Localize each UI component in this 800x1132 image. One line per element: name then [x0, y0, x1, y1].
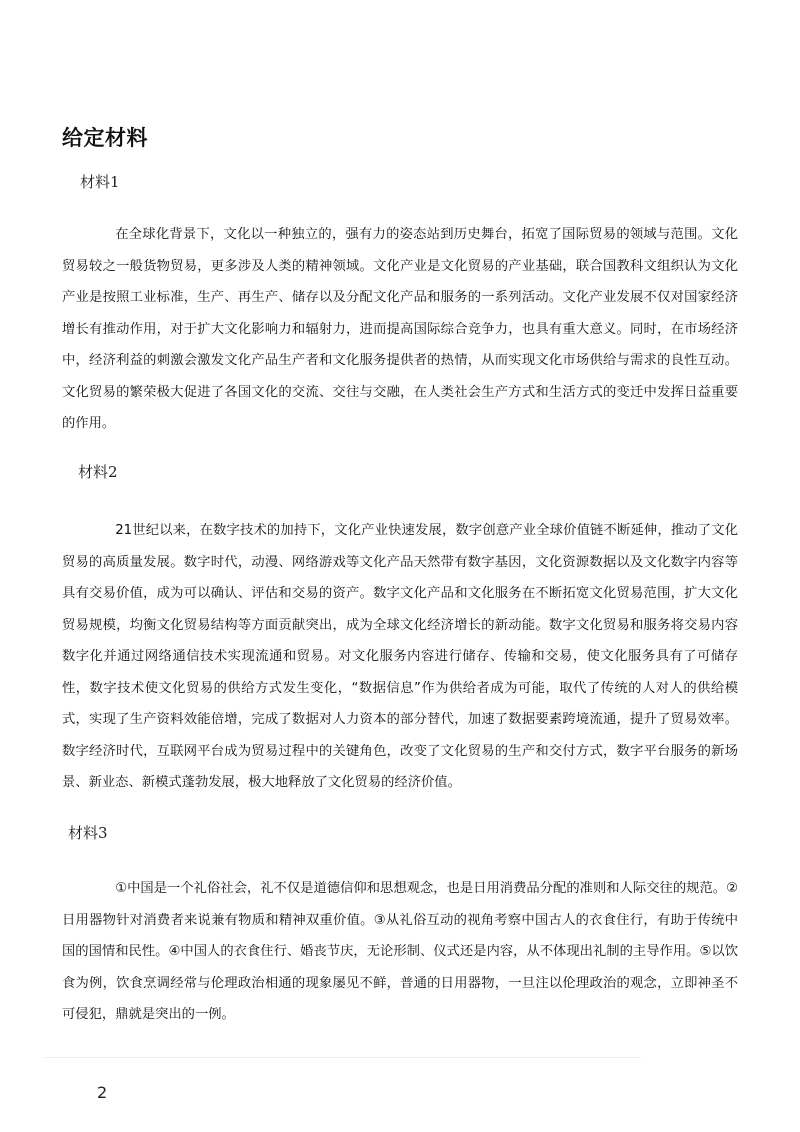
- page-title: 给定材料: [62, 126, 148, 150]
- footer-divider: [45, 1057, 641, 1058]
- material-1-heading: 材料1: [80, 173, 120, 191]
- material-2-body: 21世纪以来，在数字技术的加持下，文化产业快速发展，数字创意产业全球价值链不断延伸，推动了文化贸易的高质量发展。数字时代，动漫、网络游戏等文化产品天然带有数字基因，文化资源数据以及文化数字内容等具有交易价值，成为可以确认、评估和交易的资产。数字文化产品和文化服务在不断拓宽文化贸易范围，扩大文化贸易规模，均衡文化贸易结构等方面贡献突出，成为全球文化经济增长的新动能。数字文化贸易和服务将交易内容数字化并通过网络通信技术实现流通和贸易。对文化服务内容进行储存、传输和交易，使文化服务具有了可储存性，数字技术使文化贸易的供给方式发生变化，“数据信息”作为供给者成为可能，取代了传统的人对人的供给模式，实现了生产资料效能倍增，完成了数据对人力资本的部分替代，加速了数据要素跨境流通，提升了贸易效率。数字经济时代，互联网平台成为贸易过程中的关键角色，改变了文化贸易的生产和交付方式，数字平台服务的新场景、新业态、新模式蓬勃发展，极大地释放了文化贸易的经济价值。: [62, 523, 738, 790]
- page-number: 2: [97, 1083, 108, 1102]
- material-2-heading: 材料2: [78, 463, 118, 481]
- material-3-body: ①中国是一个礼俗社会，礼不仅是道德信仰和思想观念，也是日用消费品分配的准则和人际交往的规范。②日用器物针对消费者来说兼有物质和精神双重价值。③从礼俗互动的视角考察中国古人的衣食住行，有助于传统中国的国情和民性。④中国人的衣食住行、婚丧节庆，无论形制、仪式还是内容，从不体现出礼制的主导作用。⑤以饮食为例，饮食烹调经常与伦理政治相通的现象屡见不鲜，普通的日用器物，一旦注以伦理政治的观念，立即神圣不可侵犯，鼎就是突出的一例。: [62, 881, 738, 1022]
- material-1-body: 在全球化背景下，文化以一种独立的，强有力的姿态站到历史舞台，拓宽了国际贸易的领域与范围。文化贸易较之一般货物贸易，更多涉及人类的精神领域。文化产业是文化贸易的产业基础，联合国教科文组织认为文化产业是按照工业标准，生产、再生产、储存以及分配文化产品和服务的一系列活动。文化产业发展不仅对国家经济增长有推动作用，对于扩大文化影响力和辐射力，进而提高国际综合竞争力，也具有重大意义。同时，在市场经济中，经济利益的刺激会激发文化产品生产者和文化服务提供者的热情，从而实现文化市场供给与需求的良性互动。文化贸易的繁荣极大促进了各国文化的交流、交往与交融，在人类社会生产方式和生活方式的变迁中发挥日益重要的作用。: [62, 227, 738, 431]
- material-3-heading: 材料3: [68, 824, 108, 842]
